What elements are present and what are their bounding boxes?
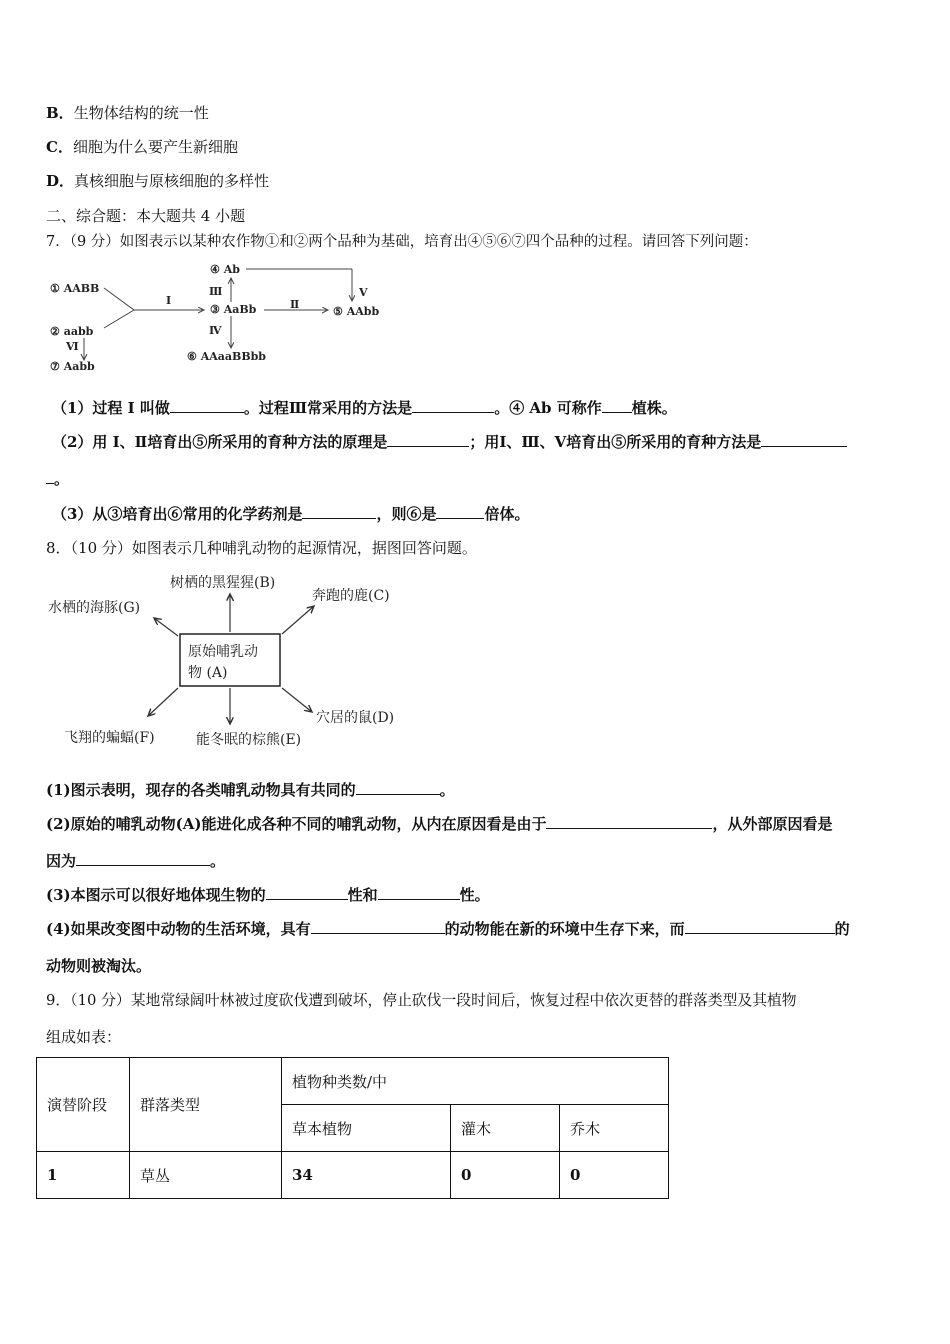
q7-sub2-text-a: （2）用 I、Ⅱ培育出⑤所采用的育种方法的原理是: [52, 433, 388, 451]
option-d: [46, 170, 269, 191]
th-stage: 演替阶段: [37, 1058, 130, 1152]
th-tree: 乔木: [560, 1105, 669, 1152]
q8-sub1-text-a: (1)图示表明，现存的各类哺乳动物具有共同的: [46, 781, 356, 799]
q8-sub4-text-c: 的: [834, 920, 850, 938]
cell-herb: 34: [282, 1152, 451, 1199]
breeding-diagram-svg: [46, 258, 396, 378]
q8-sub4: [46, 918, 850, 939]
node-3: ③ AaBb: [210, 303, 257, 316]
label-g: 水栖的海豚(G): [48, 600, 141, 616]
q8-sub4-cont: 动物则被淘汰。: [46, 957, 152, 975]
q7-sub2-text-b: ；用Ⅰ、Ⅲ、Ⅴ培育出⑤所采用的育种方法是: [469, 433, 762, 451]
q7-blank-3[interactable]: [602, 398, 632, 413]
node-2: ② aabb: [50, 325, 94, 338]
q8-sub3: [46, 884, 490, 905]
process-2-label: Ⅱ: [290, 298, 300, 311]
table-row: [37, 1152, 669, 1199]
node-4: ④ Ab: [210, 263, 240, 276]
mammal-diagram-svg: [46, 568, 426, 754]
section-title: 二、综合题：本大题共 4 小题: [46, 207, 246, 225]
q7-stem: 7．（9 分）如图表示以某种农作物①和②两个品种为基础，培育出④⑤⑥⑦四个品种的过程。请回答下列问题：: [46, 234, 758, 250]
cell-type: 草丛: [130, 1152, 282, 1199]
node-7: ⑦ Aabb: [50, 360, 95, 373]
q8-blank-3[interactable]: [76, 851, 210, 866]
q7-sub2: [52, 431, 847, 452]
arrow-to-c: [282, 606, 314, 634]
cell-shrub: 0: [451, 1152, 560, 1199]
q7-sub1-text-d: 植株。: [631, 399, 677, 417]
q8-sub2-text-a: (2)原始的哺乳动物(A)能进化成各种不同的哺乳动物，从内在原因看是由于: [46, 815, 547, 833]
q7-sub3-text-c: 倍体。: [484, 505, 530, 523]
center-label-line1: 原始哺乳动: [188, 644, 258, 660]
q7-sub1: [52, 397, 677, 418]
th-type: 群落类型: [130, 1058, 282, 1152]
option-b-text: 生物体结构的统一性: [73, 104, 209, 122]
option-c-letter: C．: [46, 138, 73, 156]
arrow-to-f: [148, 688, 178, 716]
q8-stem: 8．（10 分）如图表示几种哺乳动物的起源情况，据图回答问题。: [46, 539, 477, 557]
process-4-label: Ⅳ: [209, 324, 222, 337]
q8-sub2-text-c: 因为: [46, 852, 77, 870]
merge-lines: [104, 288, 134, 328]
cell-stage: 1: [37, 1152, 130, 1199]
label-f: 飞翔的蝙蝠(F): [64, 730, 155, 746]
q8-sub4-text-b: 的动物能在新的环境中生存下来，而: [444, 920, 685, 938]
succession-table: [36, 1057, 669, 1199]
option-c-text: 细胞为什么要产生新细胞: [72, 138, 238, 156]
q8-sub3-text-a: (3)本图示可以很好地体现生物的: [46, 886, 266, 904]
node-5: ⑤ AAbb: [333, 305, 380, 318]
q8-sub2-text-d: 。: [210, 852, 226, 870]
q7-blank-5-cont[interactable]: [46, 469, 54, 484]
q8-sub2-text-b: ，从外部原因看是: [712, 815, 833, 833]
th-species: 植物种类数/中: [282, 1058, 669, 1105]
option-c: [46, 136, 238, 157]
process-1-label: Ⅰ: [166, 294, 172, 307]
label-e: 能冬眠的棕熊(E): [196, 732, 302, 748]
option-b-letter: B．: [46, 104, 74, 122]
q7-sub3: [52, 503, 529, 524]
q8-blank-5[interactable]: [378, 885, 460, 900]
q7-sub3-text-b: ，则⑥是: [376, 505, 437, 523]
q8-sub2-cont: [46, 850, 225, 871]
q7-sub1-text-a: （1）过程 I 叫做: [52, 399, 170, 417]
q7-sub2-cont: [46, 468, 69, 489]
cell-tree: 0: [560, 1152, 669, 1199]
process-3-label: Ⅲ: [209, 285, 223, 298]
label-d: 穴居的鼠(D): [316, 710, 395, 726]
q7-blank-6[interactable]: [302, 504, 376, 519]
q7-blank-7[interactable]: [436, 504, 484, 519]
q8-sub1-text-b: 。: [439, 781, 455, 799]
q8-sub2: [46, 813, 832, 834]
q8-blank-4[interactable]: [266, 885, 348, 900]
q7-blank-5[interactable]: [761, 432, 847, 447]
process-6-label: Ⅵ: [66, 340, 79, 353]
q8-blank-7[interactable]: [685, 919, 835, 934]
q7-sub3-text-a: （3）从③培育出⑥常用的化学药剂是: [52, 505, 303, 523]
q8-sub1: [46, 779, 455, 800]
th-shrub: 灌木: [451, 1105, 560, 1152]
q7-blank-2[interactable]: [412, 398, 494, 413]
label-c: 奔跑的鹿(C): [312, 588, 390, 604]
node-6: ⑥ AAaaBBbb: [187, 350, 266, 363]
process-5-label: Ⅴ: [359, 286, 368, 299]
q8-sub3-text-b: 性和: [347, 886, 378, 904]
q7-sub1-text-c: 。④ Ab 可称作: [494, 399, 602, 417]
q8-blank-1[interactable]: [356, 780, 440, 795]
label-b: 树栖的黑猩猩(B): [170, 575, 276, 591]
center-label-line2: 物 (A): [188, 665, 228, 681]
th-herb: 草本植物: [282, 1105, 451, 1152]
q9-stem-line2: 组成如表：: [46, 1028, 122, 1046]
option-d-letter: D．: [46, 172, 75, 190]
q7-sub2-text-c: 。: [54, 470, 70, 488]
q8-mammal-diagram: [46, 568, 426, 754]
q8-blank-2[interactable]: [546, 814, 712, 829]
node-1: ① AABB: [50, 282, 100, 295]
q8-blank-6[interactable]: [311, 919, 445, 934]
q9-stem-line1: 9．（10 分）某地常绿阔叶林被过度砍伐遭到破坏，停止砍伐一段时间后，恢复过程中依次更替的群落类型及其植物: [46, 992, 797, 1009]
q7-blank-1[interactable]: [170, 398, 244, 413]
q7-blank-4[interactable]: [387, 432, 469, 447]
arrow-to-d: [282, 688, 312, 712]
q8-sub3-text-c: 性。: [459, 886, 490, 904]
arrow-to-g: [154, 618, 178, 636]
q8-sub4-text-a: (4)如果改变图中动物的生活环境，具有: [46, 920, 311, 938]
q7-sub1-text-b: 。过程Ⅲ常采用的方法是: [243, 399, 413, 417]
option-b: [46, 102, 209, 123]
q7-breeding-diagram: [46, 258, 396, 378]
option-d-text: 真核细胞与原核细胞的多样性: [74, 172, 270, 190]
